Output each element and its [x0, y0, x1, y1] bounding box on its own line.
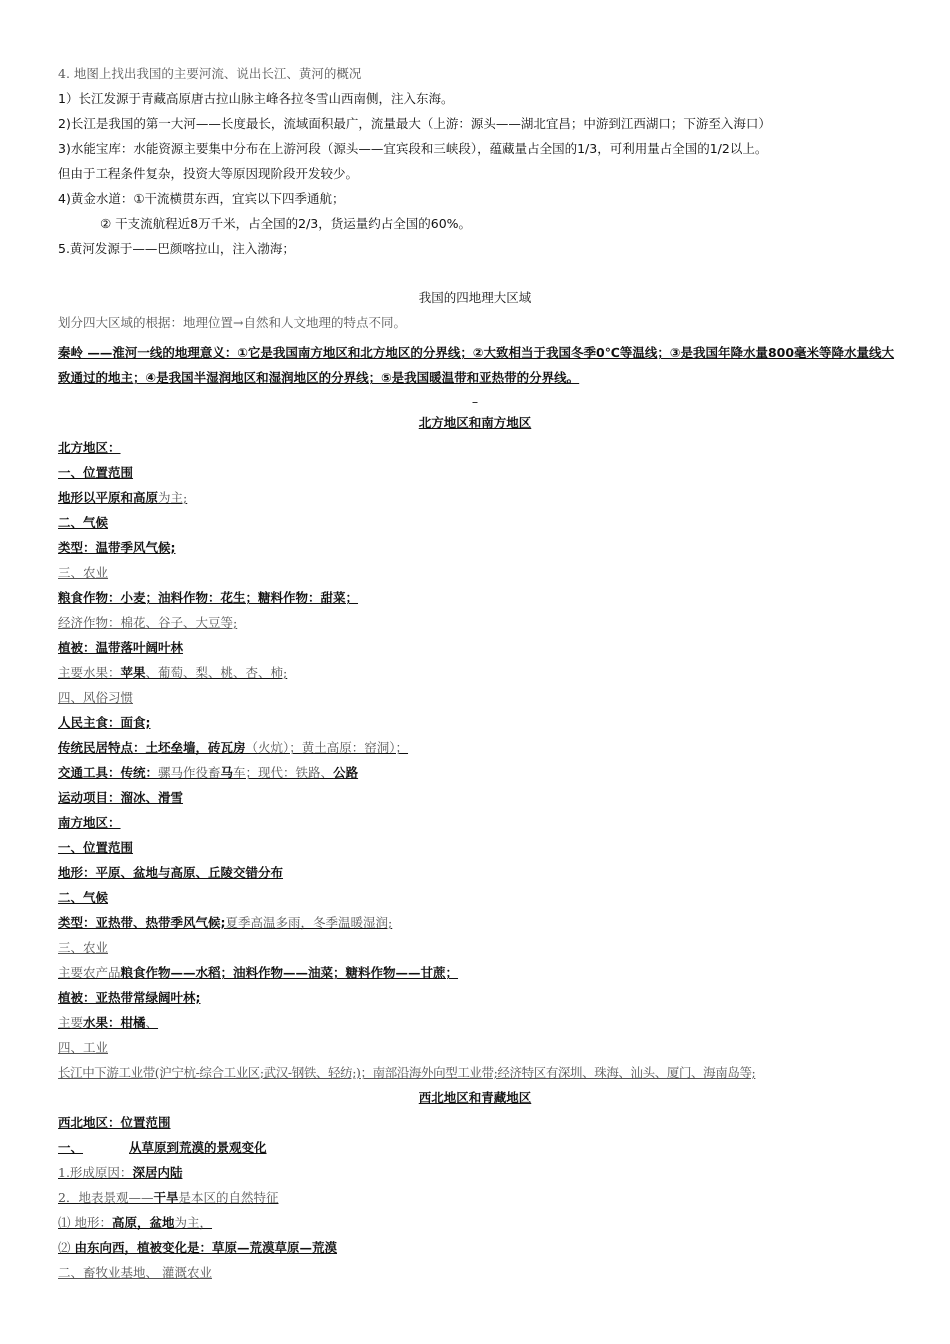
- yangtze-golden-waterway: 4)黄金水道：①干流横贯东西，宜宾以下四季通航；: [58, 191, 345, 206]
- north-climate-heading: 二、气候: [58, 515, 109, 530]
- yellow-river-source: 5.黄河发源于——巴颜喀拉山，注入渤海；: [58, 241, 295, 256]
- north-climate: 类型：温带季风气候;: [58, 540, 176, 555]
- north-customs-heading: 四、风俗习惯: [58, 690, 134, 705]
- north-sports: 运动项目：溜冰、滑雪: [58, 790, 184, 805]
- south-heading: 南方地区：: [58, 815, 121, 830]
- south-industry-heading: 四、工业: [58, 1040, 109, 1055]
- regions-title: 我国的四地理大区域: [418, 290, 532, 305]
- south-climate: 类型：亚热带、热带季风气候;夏季高温多雨，冬季温暖湿润;: [58, 915, 393, 930]
- north-dwelling: 传统民居特点：土坯垒墙，砖瓦房（火炕）；黄土高原：窑洞）；: [58, 740, 409, 755]
- northwest-title: 西北地区和青藏地区: [418, 1090, 532, 1105]
- yangtze-largest: 2)长江是我国的第一大河——长度最长，流域面积最广，流量最大（上游：源头——湖北宜昌；中游到江西湖口；下游至入海口）: [58, 116, 771, 131]
- northwest-cause: 1.形成原因：深居内陆: [58, 1165, 183, 1180]
- south-industry: 长江中下游工业带(沪宁杭-综合工业区;武汉-钢铁、轻纺;)；南部沿海外向型工业带;经济特区有深圳、珠海、汕头、厦门、海南岛等;: [58, 1065, 756, 1080]
- north-agriculture-heading: 三、农业: [58, 565, 109, 580]
- northwest-terrain: ⑴ 地形：高原，盆地为主，: [58, 1215, 213, 1230]
- yangtze-hydropower-cont: 但由于工程条件复杂，投资大等原因现阶段开发较少。: [58, 166, 359, 181]
- yangtze-waterway-detail: ② 干支流航程近8万千米，占全国的2/3，货运量约占全国的60%。: [100, 216, 472, 231]
- north-location: 一、位置范围: [58, 465, 134, 480]
- south-terrain: 地形：平原、盆地与高原、丘陵交错分布: [58, 865, 284, 880]
- northwest-landscape-heading: 一、 从草原到荒漠的景观变化: [58, 1140, 267, 1155]
- south-agriculture-heading: 三、农业: [58, 940, 109, 955]
- north-south-title: 北方地区和南方地区: [418, 415, 532, 430]
- north-staple-food: 人民主食：面食;: [58, 715, 151, 730]
- north-crops: 粮食作物：小麦；油料作物：花生；糖料作物：甜菜；: [58, 590, 359, 605]
- north-transport: 交通工具：传统：骡马作役畜马车；现代：铁路、公路: [58, 765, 359, 780]
- qinling-significance: 秦岭 ——淮河一线的地理意义：①它是我国南方地区和北方地区的分界线；②大致相当于我国冬季0℃等温线；③是我国年降水量800毫米等降水量线大致通过的地主；④是我国半湿润地区和湿润地区的分界线；⑤是我国暖温带和亚热带的分界线。: [58, 345, 895, 385]
- regions-basis: 划分四大区域的根据：地理位置→自然和人文地理的特点不同。: [58, 315, 406, 330]
- north-vegetation: 植被：温带落叶阔叶林: [58, 640, 184, 655]
- rivers-heading: 4. 地图上找出我国的主要河流、说出长江、黄河的概况: [58, 66, 362, 81]
- south-produce: 主要农产品粮食作物——水稻；油料作物——油菜；糖料作物——甘蔗；: [58, 965, 459, 980]
- north-fruit: 主要水果：苹果、葡萄、梨、桃、杏、柿;: [58, 665, 288, 680]
- south-climate-heading: 二、气候: [58, 890, 109, 905]
- north-economic-crops: 经济作物：棉花、谷子、大豆等;: [58, 615, 238, 630]
- yangtze-hydropower: 3)水能宝库：水能资源主要集中分布在上游河段（源头——宜宾段和三峡段），蕴藏量占全国的1/3，可利用量占全国的1/2以上。: [58, 141, 768, 156]
- yangtze-source: 1）长江发源于青藏高原唐古拉山脉主峰各拉冬雪山西南侧，注入东海。: [58, 91, 454, 106]
- separator-dash: –: [471, 394, 479, 409]
- northwest-vegetation: ⑵ 由东向西，植被变化是：草原—荒漠草原—荒漠: [58, 1240, 338, 1255]
- northwest-pastoral: 二、畜牧业基地、 灌溉农业: [58, 1265, 212, 1280]
- south-location: 一、位置范围: [58, 840, 134, 855]
- south-fruit: 主要水果：柑橘、: [58, 1015, 159, 1030]
- northwest-surface: 2．地表景观——干旱是本区的自然特征: [58, 1190, 279, 1205]
- north-terrain: 地形以平原和高原为主;: [58, 490, 188, 505]
- south-vegetation: 植被：亚热带常绿阔叶林;: [58, 990, 201, 1005]
- north-heading: 北方地区：: [58, 440, 121, 455]
- northwest-heading: 西北地区：位置范围: [58, 1115, 171, 1130]
